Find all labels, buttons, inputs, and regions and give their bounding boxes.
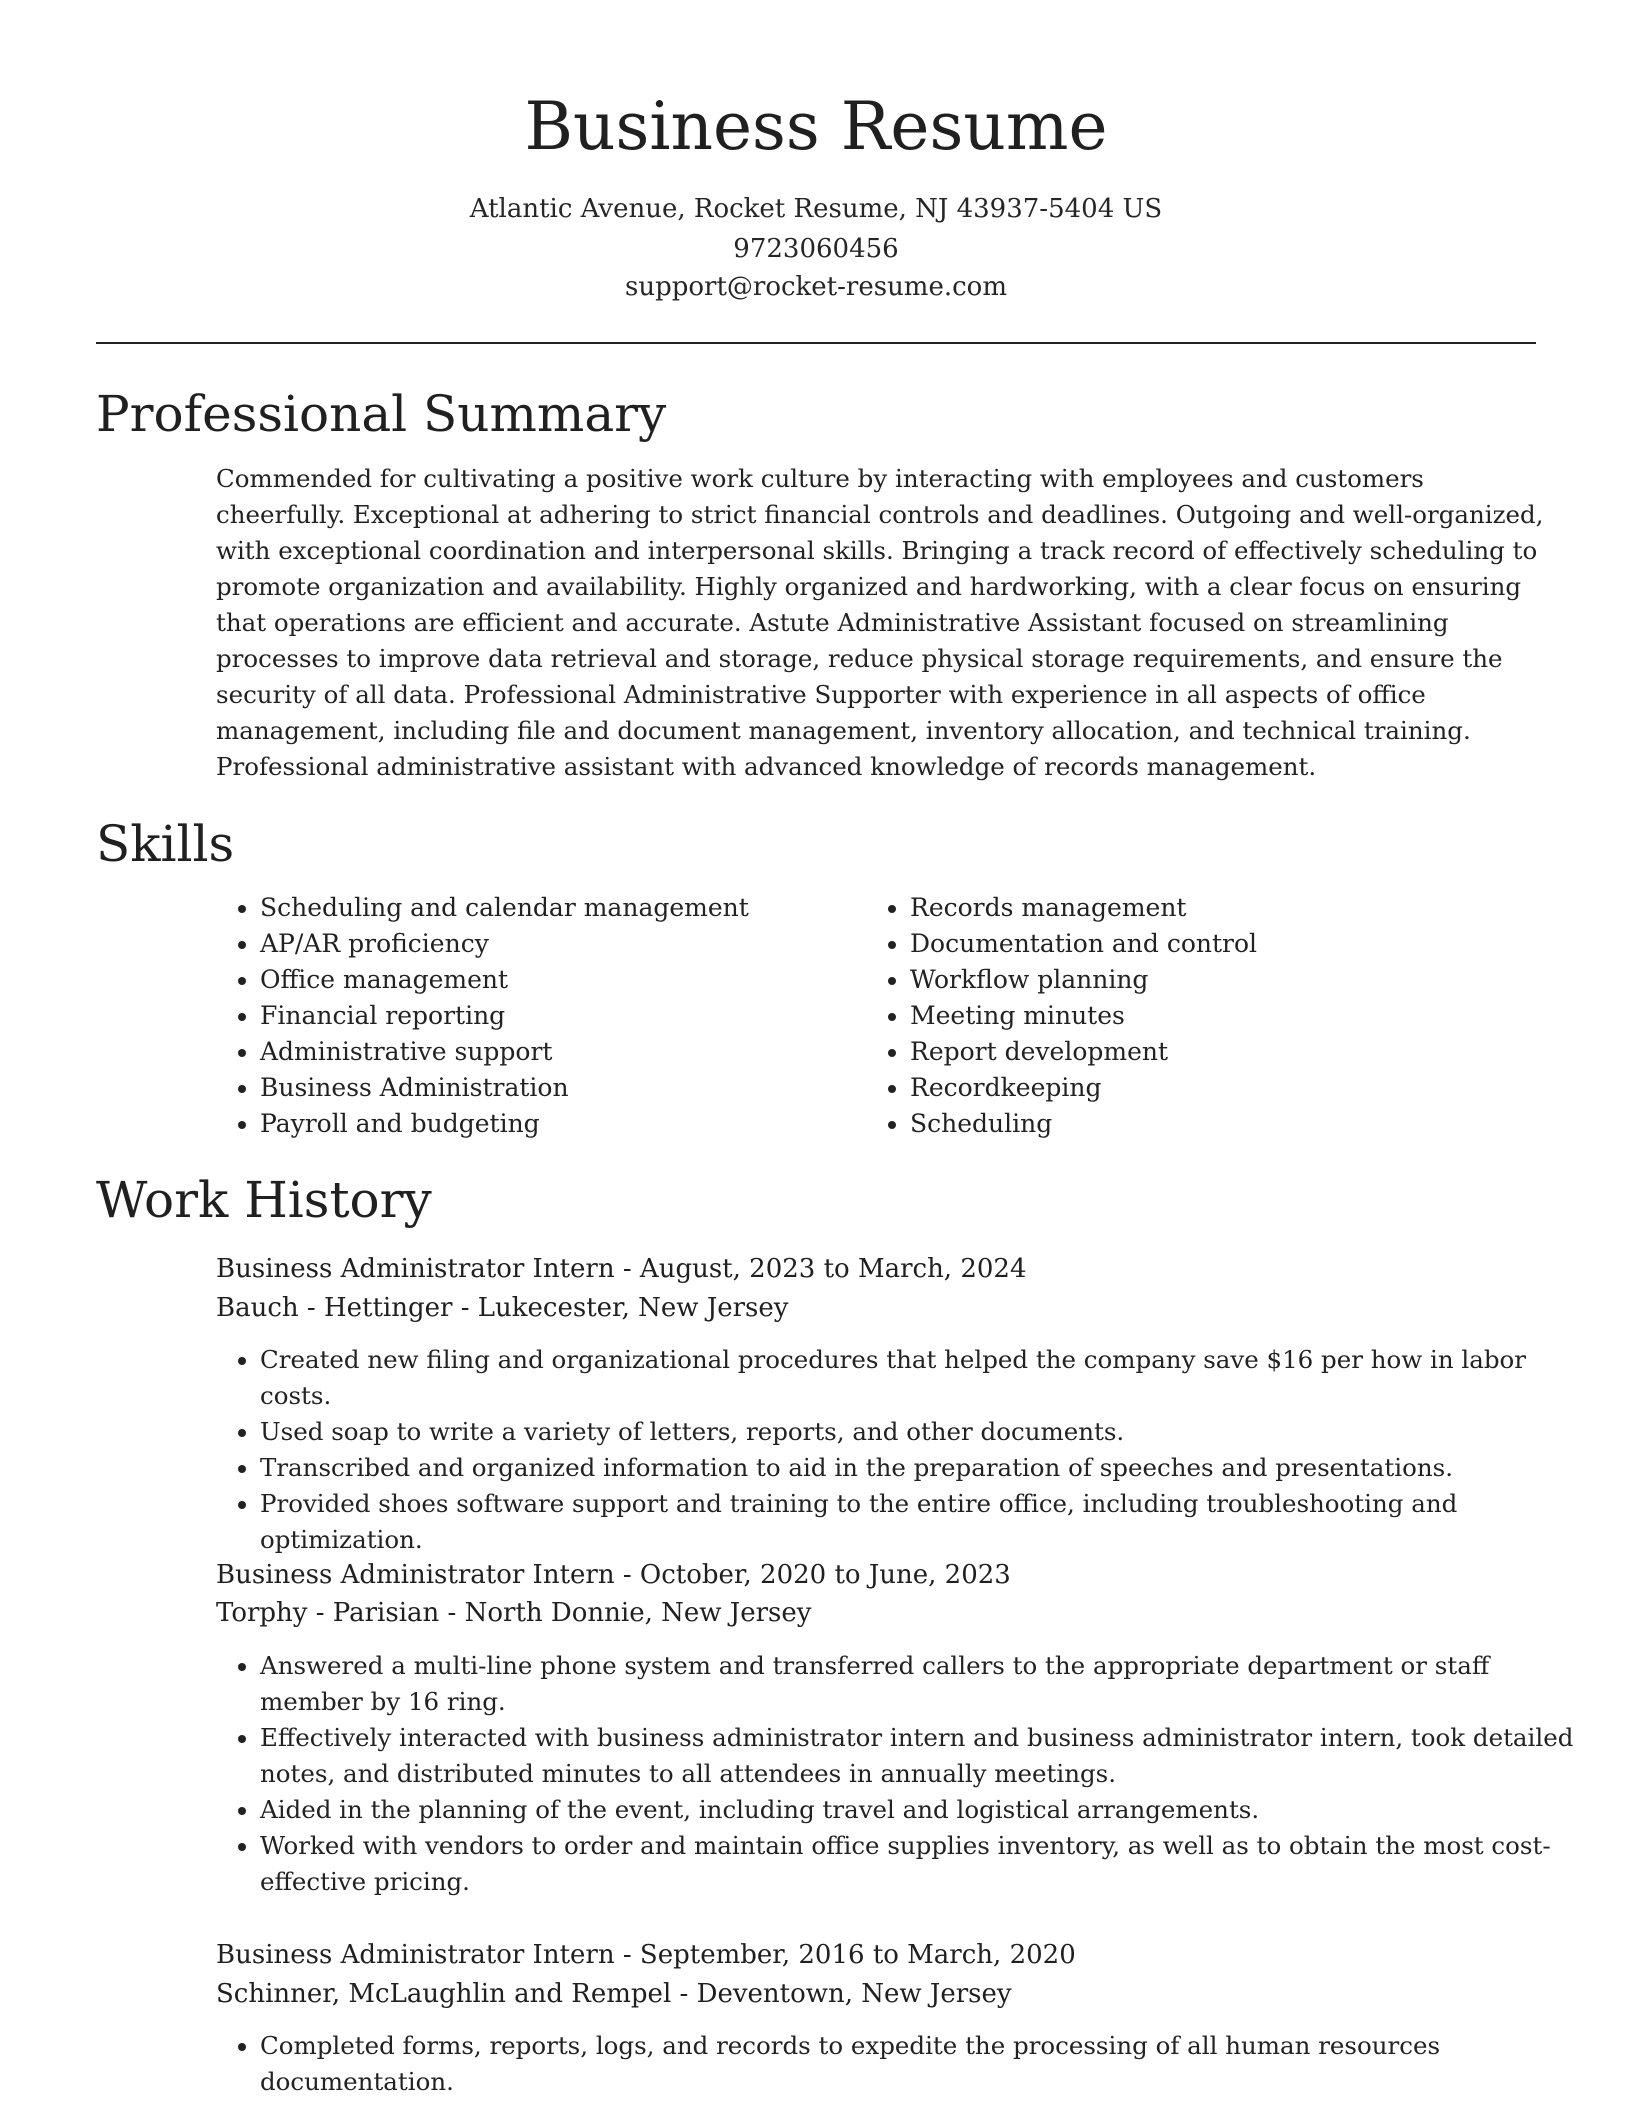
summary-heading: Professional Summary [96,385,667,443]
job-title: Business Administrator Intern [216,1560,615,1590]
job-company-line [216,1975,1012,2013]
skill-item: • Meeting minutes [910,998,1257,1034]
skill-item: • Office management [260,962,749,998]
separator: - [671,1979,697,2009]
separator: - [439,1598,465,1628]
job-bullet: • Worked with vendors to order and maintain office supplies inventory, as well as to obtain the most cost-effective pricing. [260,1828,1585,1900]
skills-list-left [216,890,749,1142]
contact-address: Atlantic Avenue, Rocket Resume, NJ 43937-5404 US [469,194,1163,224]
job-title: Business Administrator Intern [216,1940,615,1970]
job-bullet: • Created new filing and organizational procedures that helped the company save $16 per how in labor costs. [260,1342,1585,1414]
job-company-line [216,1289,788,1327]
job-bullet: • Provided shoes software support and training to the entire office, including troubleshooting and optimization. [260,1486,1585,1558]
job-bullet: • Effectively interacted with business administrator intern and business administrator intern, took detailed notes, and distributed minutes to all attendees in annually meetings. [260,1720,1585,1792]
job-title-line [216,1250,1027,1288]
job-dates: August, 2023 to March, 2024 [639,1254,1027,1284]
job-dates: October, 2020 to June, 2023 [639,1560,1011,1590]
skill-item: • Report development [910,1034,1257,1070]
separator: - [614,1254,640,1284]
job-title: Business Administrator Intern [216,1254,615,1284]
skill-item: • Financial reporting [260,998,749,1034]
job-company: Bauch - Hettinger [216,1293,453,1323]
job-title-line [216,1556,1011,1594]
separator: - [614,1940,640,1970]
resume-name: Business Resume [524,88,1108,165]
summary-text: Commended for cultivating a positive work culture by interacting with employees and customers cheerfully. Exceptional at adhering to strict financial controls and deadlines. Outgoing and well-organized, with exceptional coordination and interpersonal skills. Bringing a track record of effectively scheduling to promote organization and availability. Highly organized and hardworking, with a clear focus on ensuring that operations are efficient and accurate. Astute Administrative Assistant focused on streamlining processes to improve data retrieval and storage, reduce physical storage requirements, and ensure the security of all data. Professional Administrative Supporter with experience in all aspects of office management, including file and document management, inventory allocation, and technical training. Professional administrative assistant with advanced knowledge of records management. [216,464,1544,781]
job-bullet: • Aided in the planning of the event, including travel and logistical arrangements. [260,1792,1585,1828]
work-history-heading: Work History [96,1171,432,1229]
job-bullet: • Used soap to write a variety of letters, reports, and other documents. [260,1414,1585,1450]
skill-item: • Administrative support [260,1034,749,1070]
job-bullet: • Transcribed and organized information to aid in the preparation of speeches and presentations. [260,1450,1585,1486]
header-divider [96,342,1536,344]
job-location: North Donnie, New Jersey [464,1598,812,1628]
skill-item: • Documentation and control [910,926,1257,962]
skill-item: • Records management [910,890,1257,926]
contact-email: support@rocket-resume.com [624,272,1007,302]
skill-item: • Recordkeeping [910,1070,1257,1106]
job-bullets [216,2028,1585,2100]
skill-item: • Scheduling [910,1106,1257,1142]
skill-item: • Payroll and budgeting [260,1106,749,1142]
job-bullet: • Answered a multi-line phone system and transferred callers to the appropriate department or staff member by 16 ring. [260,1648,1585,1720]
job-title-line [216,1936,1076,1974]
job-location: Deventown, New Jersey [696,1979,1012,2009]
skill-item: • AP/AR proficiency [260,926,749,962]
contact-phone: 9723060456 [733,234,899,264]
separator: - [452,1293,478,1323]
job-company-line [216,1594,811,1632]
skill-item: • Scheduling and calendar management [260,890,749,926]
job-company: Torphy - Parisian [216,1598,440,1628]
job-bullets [216,1648,1585,1900]
job-company: Schinner, McLaughlin and Rempel [216,1979,672,2009]
skill-item: • Business Administration [260,1070,749,1106]
job-bullet: • Completed forms, reports, logs, and records to expedite the processing of all human resources documentation. [260,2028,1585,2100]
skills-heading: Skills [96,815,235,873]
skill-item: • Workflow planning [910,962,1257,998]
job-bullets [216,1342,1585,1558]
skills-list-right [866,890,1257,1142]
separator: - [614,1560,640,1590]
job-dates: September, 2016 to March, 2020 [639,1940,1076,1970]
job-location: Lukecester, New Jersey [477,1293,789,1323]
